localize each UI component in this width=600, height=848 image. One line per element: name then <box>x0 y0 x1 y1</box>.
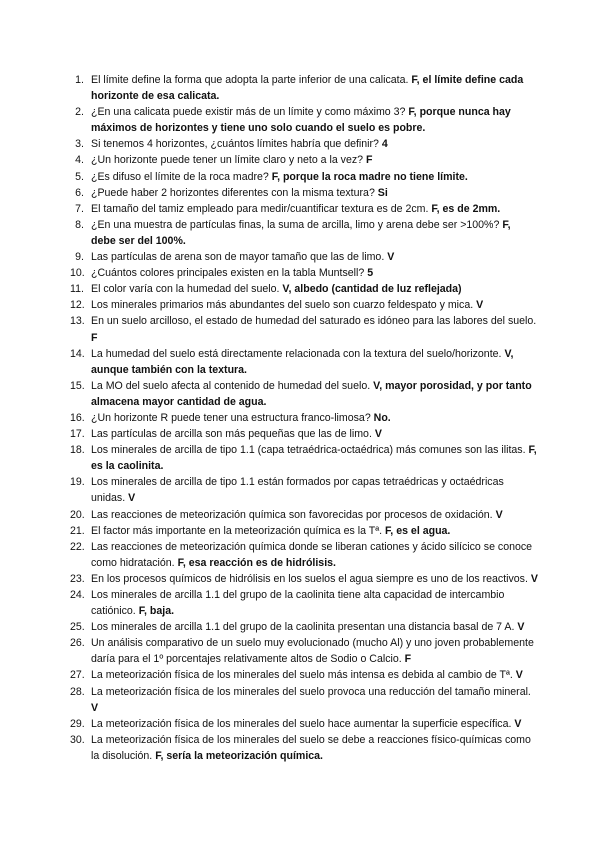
question-number: 12 . <box>70 297 84 313</box>
question-number: 4 . <box>70 152 84 168</box>
question-list <box>70 72 538 764</box>
question-text: La meteorización física de los minerales del suelo más intensa es debida al cambio de Tª. <box>91 669 513 682</box>
question-item <box>70 265 538 281</box>
question-text: El límite define la forma que adopta la parte inferior de una calicata. <box>91 74 409 86</box>
answer-text: V, mayor porosidad, y por tanto almacena mayor cantidad de agua. <box>91 379 532 408</box>
answer-text: V, albedo (cantidad de luz reflejada) <box>282 283 462 296</box>
question-item <box>70 587 538 619</box>
question-text: ¿Puede haber 2 horizontes diferentes con la misma textura? <box>91 186 375 199</box>
answer-text: F, es la caolinita. <box>91 444 537 473</box>
question-text: En un suelo arcilloso, el estado de humedad del saturado es idóneo para las labores del suelo. <box>91 315 537 328</box>
question-number: 19 . <box>70 474 84 490</box>
question-item <box>70 684 538 716</box>
question-number: 6 . <box>70 185 84 201</box>
question-text: Las partículas de arcilla son más pequeñas que las de limo. <box>91 428 372 441</box>
answer-text: F, es de 2mm. <box>431 202 501 215</box>
question-item <box>70 732 538 764</box>
answer-text: F <box>91 331 98 344</box>
question-item <box>70 635 538 667</box>
question-text: El color varía con la humedad del suelo. <box>91 283 280 296</box>
question-number: 2 . <box>70 104 84 120</box>
answer-text: V <box>515 669 523 682</box>
answer-text: V <box>374 428 382 441</box>
answer-text: F, debe ser del 100%. <box>91 218 511 247</box>
question-number: 5 . <box>70 169 84 185</box>
answer-text: V <box>128 492 136 505</box>
answer-text: V <box>517 621 525 634</box>
question-item <box>70 185 538 201</box>
question-text: La meteorización física de los minerales del suelo se debe a reacciones físico-químicas como la disolución. <box>91 733 531 762</box>
question-number: 17 . <box>70 426 84 442</box>
answer-text: 4 <box>381 138 388 151</box>
question-item <box>70 297 538 313</box>
question-item <box>70 507 538 523</box>
question-number: 26 . <box>70 635 84 651</box>
answer-text: No. <box>373 411 391 424</box>
question-number: 25 . <box>70 619 84 635</box>
question-item <box>70 249 538 265</box>
answer-text: F <box>366 154 373 167</box>
question-text: Los minerales de arcilla de tipo 1.1 están formados por capas tetraédricas y octaédricas unidas. <box>91 476 504 505</box>
question-number: 22 . <box>70 539 84 555</box>
question-text: Los minerales de arcilla 1.1 del grupo de la caolinita tiene alta capacidad de intercambio catiónico. <box>91 589 505 618</box>
answer-text: 5 <box>367 267 374 280</box>
question-item <box>70 442 538 474</box>
question-number: 9 . <box>70 249 84 265</box>
answer-text: V <box>476 299 484 312</box>
question-text: Los minerales primarios más abundantes del suelo son cuarzo feldespato y mica. <box>91 299 474 312</box>
question-item <box>70 281 538 297</box>
question-item <box>70 136 538 152</box>
question-number: 7 . <box>70 201 84 217</box>
question-text: Si tenemos 4 horizontes, ¿cuántos límites habría que definir? <box>91 138 379 151</box>
question-item <box>70 474 538 506</box>
question-item <box>70 378 538 410</box>
question-text: Las reacciones de meteorización química donde se liberan cationes y ácido silícico se conoce como hidratación. <box>91 540 533 569</box>
question-text: ¿En una muestra de partículas finas, la suma de arcilla, limo y arena debe ser >100%? <box>91 218 500 231</box>
question-text: El tamaño del tamiz empleado para medir/cuantificar textura es de 2cm. <box>91 202 429 215</box>
question-text: La meteorización física de los minerales del suelo hace aumentar la superficie específica. <box>91 717 512 730</box>
question-text: Los minerales de arcilla 1.1 del grupo de la caolinita presentan una distancia basal de 7 A. <box>91 621 515 634</box>
question-item <box>70 169 538 185</box>
question-number: 30 . <box>70 732 84 748</box>
question-text: La meteorización física de los minerales del suelo provoca una reducción del tamaño mineral. <box>91 685 531 698</box>
question-item <box>70 539 538 571</box>
question-text: El factor más importante en la meteorización química es la Tª. <box>91 524 383 537</box>
answer-text: F, esa reacción es de hidrólisis. <box>177 556 336 569</box>
question-number: 3 . <box>70 136 84 152</box>
question-number: 14 . <box>70 346 84 362</box>
question-item <box>70 523 538 539</box>
question-text: ¿Cuántos colores principales existen en la tabla Muntsell? <box>91 267 365 280</box>
question-item <box>70 667 538 683</box>
question-number: 21 . <box>70 523 84 539</box>
question-text: ¿En una calicata puede existir más de un límite y como máximo 3? <box>91 106 406 119</box>
answer-text: V <box>387 251 395 264</box>
question-text: En los procesos químicos de hidrólisis en los suelos el agua siempre es uno de los reactivos. <box>91 572 528 585</box>
question-item <box>70 104 538 136</box>
answer-text: F, baja. <box>138 605 175 618</box>
question-text: Un análisis comparativo de un suelo muy evolucionado (mucho Al) y uno joven probablemente daría para el 1º porcentajes relativamente altos de Sodio o Calcio. <box>91 637 534 666</box>
answer-text: V <box>495 508 503 521</box>
question-text: ¿Un horizonte R puede tener una estructura franco-limosa? <box>91 411 371 424</box>
question-item <box>70 716 538 732</box>
question-number: 13 . <box>70 313 84 329</box>
question-number: 11 . <box>70 281 84 297</box>
question-item <box>70 313 538 345</box>
answer-text: F, porque la roca madre no tiene límite. <box>271 170 468 183</box>
question-number: 23 . <box>70 571 84 587</box>
answer-text: F, el límite define cada horizonte de esa calicata. <box>91 74 524 103</box>
answer-text: V <box>91 701 99 714</box>
question-number: 10 . <box>70 265 84 281</box>
question-item <box>70 217 538 249</box>
question-text: La MO del suelo afecta al contenido de humedad del suelo. <box>91 379 371 392</box>
question-item <box>70 410 538 426</box>
question-item <box>70 571 538 587</box>
question-number: 1 . <box>70 72 84 88</box>
question-number: 15 . <box>70 378 84 394</box>
question-text: ¿Es difuso el límite de la roca madre? <box>91 170 269 183</box>
question-number: 29 . <box>70 716 84 732</box>
answer-text: F <box>404 653 412 666</box>
question-number: 24 . <box>70 587 84 603</box>
question-number: 8 . <box>70 217 84 233</box>
question-text: ¿Un horizonte puede tener un límite claro y neto a la vez? <box>91 154 364 167</box>
question-text: La humedad del suelo está directamente relacionada con la textura del suelo/horizonte. <box>91 347 502 360</box>
question-text: Las partículas de arena son de mayor tamaño que las de limo. <box>91 251 385 264</box>
question-item <box>70 152 538 168</box>
question-item <box>70 426 538 442</box>
question-number: 18 . <box>70 442 84 458</box>
question-item <box>70 201 538 217</box>
question-number: 28 . <box>70 684 84 700</box>
answer-text: V <box>514 717 522 730</box>
answer-text: F, porque nunca hay máximos de horizontes y tiene uno solo cuando el suelo es pobre. <box>91 106 511 135</box>
question-text: Las reacciones de meteorización química son favorecidas por procesos de oxidación. <box>91 508 493 521</box>
question-item <box>70 72 538 104</box>
question-text: Los minerales de arcilla de tipo 1.1 (capa tetraédrica-octaédrica) más comunes son las ilitas. <box>91 444 526 457</box>
answer-text: V <box>530 572 538 585</box>
question-number: 16 . <box>70 410 84 426</box>
answer-text: Si <box>377 186 388 199</box>
question-number: 27 . <box>70 667 84 683</box>
answer-text: F, es el agua. <box>385 524 451 537</box>
answer-text: F, sería la meteorización química. <box>155 749 324 762</box>
answer-text: V, aunque también con la textura. <box>91 347 514 376</box>
question-item <box>70 346 538 378</box>
question-item <box>70 619 538 635</box>
question-number: 20 . <box>70 507 84 523</box>
